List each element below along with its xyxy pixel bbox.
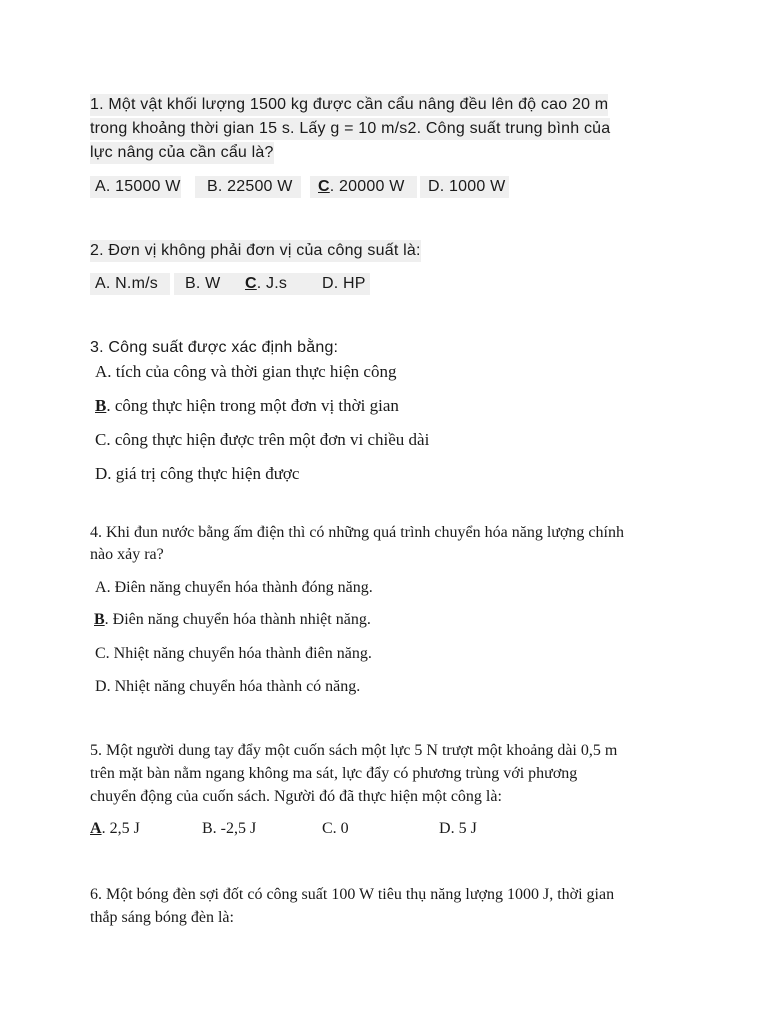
question-2-option-d [316, 273, 370, 295]
option-key: C [95, 645, 106, 662]
option-text: . Nhiệt năng chuyển hóa thành điên năng. [105, 645, 372, 662]
question-4-option-b [90, 609, 371, 631]
correct-option-key: A [90, 820, 102, 837]
question-3-option-d [95, 463, 299, 485]
question-5-line-3: chuyển động của cuốn sách. Người đó đã thực hiện một công là: [90, 788, 502, 805]
question-1-option-a [90, 176, 181, 198]
option-text: . HP [333, 275, 366, 292]
option-text: . 5 J [450, 820, 477, 837]
question-2-option-b [174, 273, 242, 295]
option-text: . N.m/s [105, 275, 158, 292]
question-4-option-d [95, 676, 360, 698]
option-key: A [95, 178, 106, 195]
option-text: . 15000 W [105, 178, 181, 195]
question-2-option-c [241, 273, 323, 295]
option-text: . W [195, 275, 221, 292]
option-text: . 20000 W [329, 178, 405, 195]
correct-option-key: B [95, 396, 107, 415]
correct-option-key: C [245, 275, 257, 292]
option-text: . -2,5 J [212, 820, 257, 837]
option-text: . công thực hiện được trên một đơn vi chiều dài [106, 430, 430, 449]
question-3-line-1: 3. Công suất được xác định bằng: [90, 339, 339, 356]
option-key: C [322, 820, 333, 837]
option-text: . Điên năng chuyển hóa thành đóng năng. [106, 579, 373, 596]
option-key: A [95, 579, 107, 596]
question-4-line-1: 4. Khi đun nước bằng ấm điện thì có những quá trình chuyển hóa năng lượng chính [90, 524, 624, 541]
question-4-option-c [95, 643, 372, 665]
correct-option-key: C [318, 178, 330, 195]
question-5-line-1: 5. Một người dung tay đẩy một cuốn sách một lực 5 N trượt một khoảng dài 0,5 m [90, 742, 618, 759]
option-text: . tích của công và thời gian thực hiện công [107, 362, 397, 381]
question-1-option-d [420, 176, 509, 198]
option-key: B [202, 820, 213, 837]
question-6-line-1: 6. Một bóng đèn sợi đốt có công suất 100 W tiêu thụ năng lượng 1000 J, thời gian [90, 886, 615, 903]
question-3-option-b [95, 395, 399, 417]
question-5-option-d [439, 818, 477, 840]
option-text: . 2,5 J [101, 820, 140, 837]
question-2-line-1: 2. Đơn vị không phải đơn vị của công suất là: [90, 240, 421, 262]
question-2-option-a [90, 273, 170, 295]
question-1-option-c [310, 176, 417, 198]
option-text: . giá trị công thực hiện được [107, 464, 300, 483]
question-5-option-b [202, 818, 256, 840]
option-key: D [428, 178, 440, 195]
correct-option-key: B [94, 611, 105, 628]
option-key: D [95, 678, 107, 695]
option-key: D [439, 820, 451, 837]
option-text: . Điên năng chuyển hóa thành nhiệt năng. [104, 611, 371, 628]
option-key: A [95, 362, 108, 381]
question-4-line-2: nào xảy ra? [90, 546, 164, 563]
option-key: D [95, 464, 108, 483]
question-5-line-2: trên mặt bàn nằm ngang không ma sát, lực đẩy có phương trùng với phương [90, 765, 578, 782]
option-text: . công thực hiện trong một đơn vị thời gian [106, 396, 399, 415]
question-1-option-b [195, 176, 301, 198]
question-4-option-a [95, 577, 373, 599]
option-text: . 1000 W [439, 178, 506, 195]
question-3-option-c [95, 429, 429, 451]
option-key: C [95, 430, 107, 449]
question-5-option-c [322, 818, 349, 840]
option-text: . J.s [256, 275, 288, 292]
option-key: D [322, 275, 334, 292]
option-text: . 22500 W [217, 178, 293, 195]
option-key: B [207, 178, 218, 195]
option-text: . 0 [332, 820, 349, 837]
option-text: . Nhiệt năng chuyển hóa thành có năng. [106, 678, 361, 695]
question-1-line-1: 1. Một vật khối lượng 1500 kg được cần cẩu nâng đều lên độ cao 20 m [90, 94, 608, 116]
option-key: A [95, 275, 106, 292]
question-1-line-3: lực nâng của cần cẩu là? [90, 142, 274, 164]
question-6-line-2: thắp sáng bóng đèn là: [90, 909, 234, 926]
option-key: B [185, 275, 196, 292]
question-5-option-a [90, 818, 140, 840]
question-1-line-2: trong khoảng thời gian 15 s. Lấy g = 10 m/s2. Công suất trung bình của [90, 118, 610, 140]
question-3-option-a [95, 361, 396, 383]
